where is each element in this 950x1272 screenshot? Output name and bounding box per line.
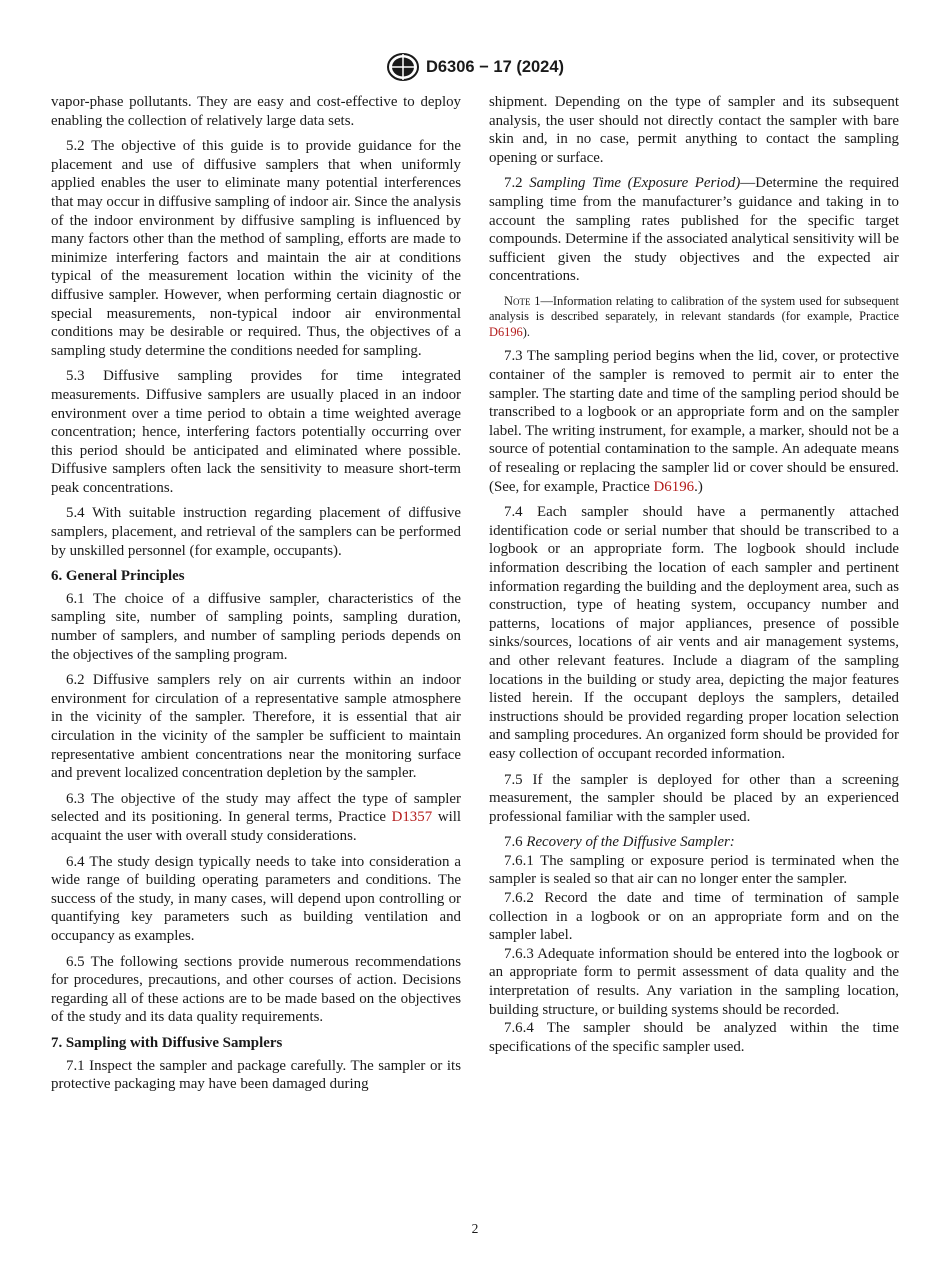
note-1: Note 1—Information relating to calibration of the system used for subsequent analysis is described separately, in relevant standards (for example, Practice D6196).	[489, 293, 899, 339]
section-7-6-1: 7.6.1 The sampling or exposure period is terminated when the sampler is sealed so that air can no longer enter the sampler.	[489, 852, 899, 888]
link-d1357[interactable]: D1357	[391, 809, 433, 826]
section-5-4: 5.4 With suitable instruction regarding placement of diffusive samplers, placement, and retrieval of the samplers can be performed by unskilled personnel (for example, occupants).	[51, 505, 461, 559]
note-label: Note	[504, 293, 531, 308]
section-7-4: 7.4 Each sampler should have a permanently attached identification code or serial number that should be transcribed to a logbook or an appropriate form. The logbook should include information describing the location of each sampler and pertinent information regarding the building and the deployment area, such as construction, type of heating system, occupancy number and patterns, locations of major appliances, presence of possible sinks/sources, locations of air vents and air management systems, and other relevant features. Include a diagram of the sampling locations in the building or study area, depicting the major features listed herein. If the occupant deploys the samplers, detailed instructions should be provided regarding proper location selection and sampling procedures. An organized form should be provided for easy collection of occupant recorded information.	[489, 504, 899, 762]
section-7-5: 7.5 If the sampler is deployed for other than a screening measurement, the sampler should be placed by an experienced professional familiar with the sampler used.	[489, 771, 899, 825]
section-6-4: 6.4 The study design typically needs to take into consideration a wide range of building operating parameters and conditions. The success of the study, in many cases, will depend upon controlling or quantifying key parameters such as building ventilation and occupancy as examples.	[51, 853, 461, 944]
link-d6196[interactable]: D6196	[653, 478, 695, 495]
heading-general-principles: 6. General Principles	[51, 568, 185, 585]
section-6-5: 6.5 The following sections provide numerous recommendations for procedures, precautions, and other courses of action. Decisions regarding all of these actions are to be made based on the objectives of the study and its data quality requirements.	[51, 953, 461, 1026]
section-7-2-title: Sampling Time (Exposure Period)	[529, 175, 741, 192]
section-5-2: 5.2 The objective of this guide is to provide guidance for the placement and use of diffusive samplers that when uniformly applied enables the user to eliminate many potential interferences that may occur in diffusive sampling of indoor air. Since the analysis of the indoor environment by diffusive sampling is influenced by many factors other than the method of sampling, efforts are made to minimize interfering factors and maintain the air at conditions typical of the measurement location within the vicinity of the diffusive sampler. However, when performing certain diagnostic or special measurements, non-typical indoor air environmental conditions may be desirable or required. Thus, the objectives of a sampling study determine the conditions needed for sampling.	[51, 138, 461, 359]
section-7-6: 7.6 Recovery of the Diffusive Sampler:	[504, 834, 735, 851]
section-7-6-4: 7.6.4 The sampler should be analyzed within the time specifications of the specific sampler used.	[489, 1020, 899, 1055]
section-6-2: 6.2 Diffusive samplers rely on air currents within an indoor environment for circulation of a representative sample atmosphere in the vicinity of the sampler. Therefore, it is essential that air circulation in the vicinity of the sampler be sufficient to maintain representative ambient concentrations near the monitoring surface and prevent localized concentration depletion by the sampler.	[51, 672, 461, 782]
right-column	[489, 93, 899, 1056]
section-7-1: 7.1 Inspect the sampler and package carefully. The sampler or its protective packaging may have been damaged during	[51, 1057, 461, 1093]
section-7-2: 7.2 Sampling Time (Exposure Period)—Determine the required sampling time from the manufacturer’s guidance and taking in to account the sampling rates published for the specific target compounds. Determine if the associated analytical sensitivity will be sufficient given the study objectives and the expected air concentrations.	[489, 175, 899, 285]
document-designation: D6306 − 17 (2024)	[425, 57, 565, 76]
section-7-6-title: Recovery of the Diffusive Sampler:	[526, 834, 735, 851]
link-d6196-note[interactable]: D6196	[489, 324, 523, 339]
section-7-6-3: 7.6.3 Adequate information should be entered into the logbook or an appropriate form to permit assessment of data quality and the interpretation of results. Any variation in the sampling location, building structure, or building systems should be recorded.	[489, 945, 899, 1018]
section-5-3: 5.3 Diffusive sampling provides for time integrated measurements. Diffusive samplers are usually placed in an indoor environment over a time period to obtain a time weighted average concentration; hence, interfering factors potentially occurring over this period should be anticipated and eliminated where possible. Diffusive samplers often lack the sensitivity to measure short-term peak concentrations.	[51, 368, 461, 496]
paragraph-continued: vapor-phase pollutants. They are easy and cost-effective to deploy enabling the collection of relatively large data sets.	[51, 94, 461, 129]
left-column	[51, 93, 461, 1101]
page-header	[0, 52, 950, 82]
section-7-3: 7.3 The sampling period begins when the lid, cover, or protective container of the sampler is removed to permit air to enter the sampler. The starting date and time of the sampling period should be transcribed to a logbook or an appropriate form and on the sampler label. The writing instrument, for example, a marker, should not be a source of potential contamination to the sample. An adequate means of resealing or replacing the sampler lid or cover should be ensured. (See, for example, Practice D6196.)	[489, 348, 899, 495]
section-7-6-2: 7.6.2 Record the date and time of termination of sample collection in a logbook or on an appropriate form and on the sampler label.	[489, 890, 899, 944]
heading-sampling-with-diffusive-samplers: 7. Sampling with Diffusive Samplers	[51, 1034, 283, 1051]
astm-logo-icon	[386, 52, 420, 82]
paragraph-continued: shipment. Depending on the type of sampler and its subsequent analysis, the user should not directly contact the sampler with bare skin and, in no case, permit anything to contact the sampling opening or surface.	[489, 94, 899, 166]
section-6-3: 6.3 The objective of the study may affect the type of sampler selected and its positioning. In general terms, Practice D1357 will acquaint the user with overall study considerations.	[51, 790, 461, 844]
page-number: 2	[471, 1221, 479, 1236]
section-6-1: 6.1 The choice of a diffusive sampler, characteristics of the sampling site, number of sampling points, sampling duration, number of samplers, and number of sampling periods depends on the objectives of the sampling program.	[51, 590, 461, 663]
